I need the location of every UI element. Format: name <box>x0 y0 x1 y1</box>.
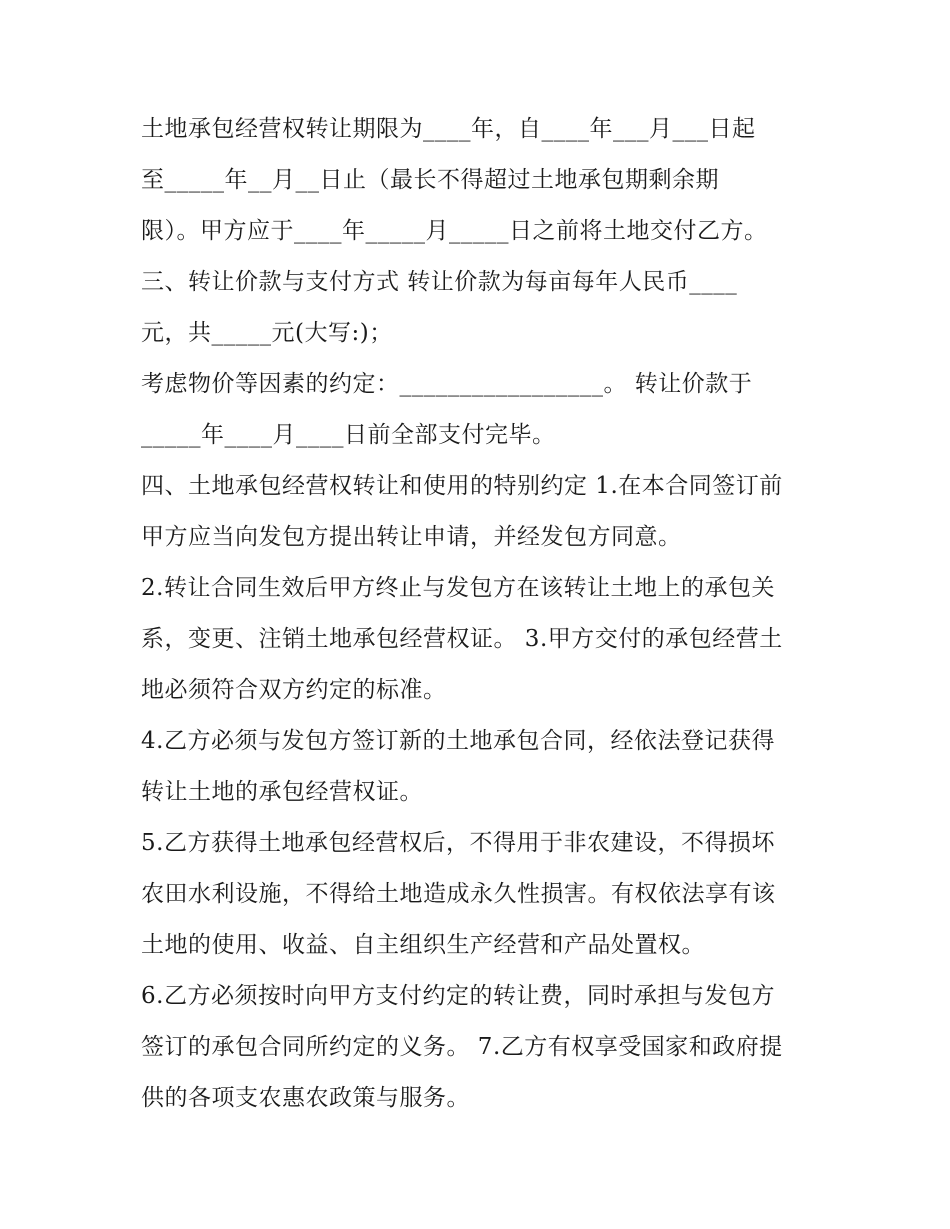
text-line: 5.乙方获得土地承包经营权后，不得用于非农建设，不得损坏 <box>141 830 775 856</box>
text-line: 四、土地承包经营权转让和使用的特别约定 1.在本合同签订前 <box>141 473 783 499</box>
text-line: 2.转让合同生效后甲方终止与发包方在该转让土地上的承包关 <box>141 575 775 601</box>
text-line: 地必须符合双方约定的标准。 <box>141 677 447 703</box>
text-line: 签订的承包合同所约定的义务。 7.乙方有权享受国家和政府提 <box>141 1034 783 1060</box>
document-body <box>141 104 821 1124</box>
text-line: 考虑物价等因素的约定：_________________。 转让价款于 <box>141 371 753 397</box>
text-line: 系，变更、注销土地承包经营权证。 3.甲方交付的承包经营土 <box>141 626 783 652</box>
text-line: 元，共_____元(大写:)； <box>141 320 393 346</box>
text-line: 三、转让价款与支付方式 转让价款为每亩每年人民币____ <box>141 269 738 295</box>
text-line: 农田水利设施，不得给土地造成永久性损害。有权依法享有该 <box>141 881 776 907</box>
text-line: _____年____月____日前全部支付完毕。 <box>141 422 556 448</box>
text-line: 6.乙方必须按时向甲方支付约定的转让费，同时承担与发包方 <box>141 983 775 1009</box>
text-line: 限）。甲方应于____年_____月_____日之前将土地交付乙方。 <box>141 218 768 244</box>
text-line: 甲方应当向发包方提出转让申请，并经发包方同意。 <box>141 524 682 550</box>
text-line: 转让土地的承包经营权证。 <box>141 779 423 805</box>
text-line: 至_____年__月__日止（最长不得超过土地承包期剩余期 <box>141 167 719 193</box>
text-line: 土地的使用、收益、自主组织生产经营和产品处置权。 <box>141 932 705 958</box>
text-line: 供的各项支农惠农政策与服务。 <box>141 1085 470 1111</box>
text-line: 4.乙方必须与发包方签订新的土地承包合同，经依法登记获得 <box>141 728 775 754</box>
text-line: 土地承包经营权转让期限为____年，自____年___月___日起 <box>141 116 756 142</box>
